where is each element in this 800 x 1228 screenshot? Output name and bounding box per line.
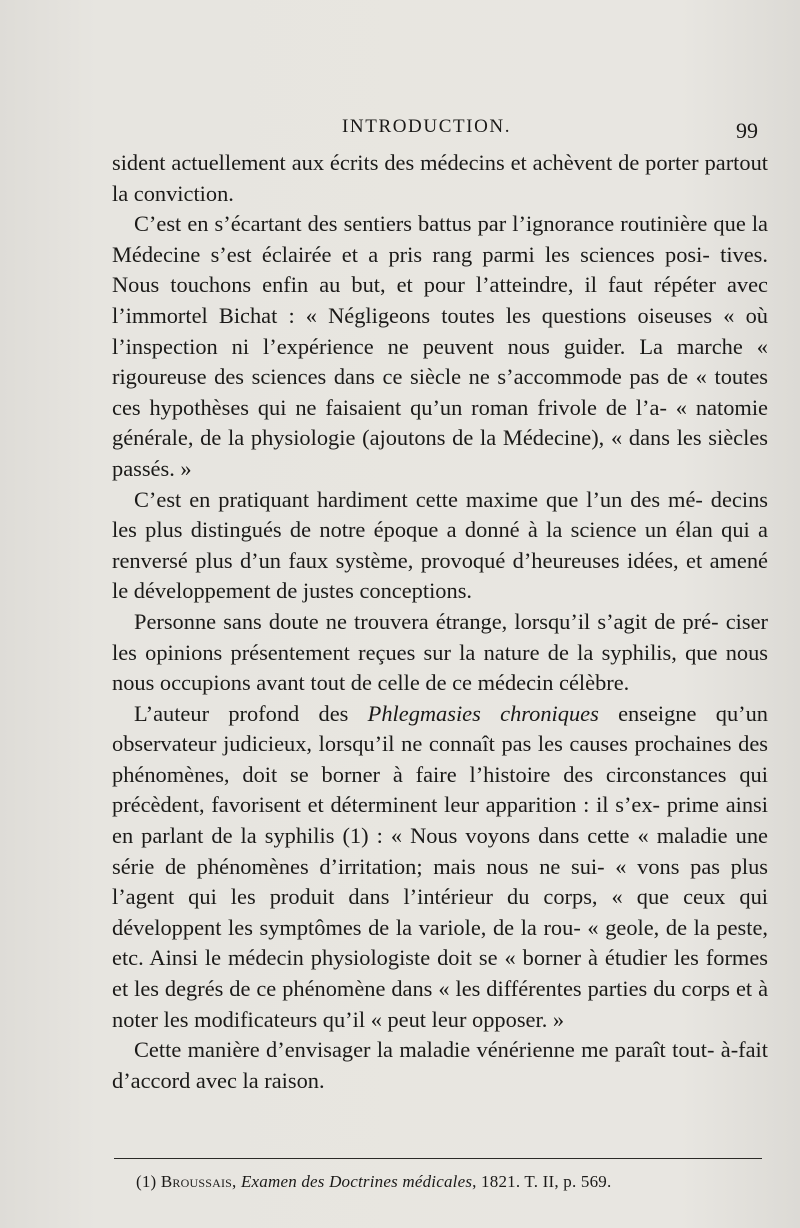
text-line: prime ainsi en parlant de la syphilis (1) : « Nous voyons dans cette [112,792,768,849]
paragraph [112,209,768,484]
text-line: C’est en s’écartant des sentiers battus par l’ignorance routinière [134,211,708,237]
text-line: « les différentes parties du corps et à noter les modificateurs qu’il [112,976,769,1032]
footnote-separator: , [232,1172,241,1191]
text-line: « où l’inspection ni l’expérience ne peuvent nous guider. La marche [112,302,768,359]
text-line: ciser les opinions présentement reçues sur la nature de la syphilis, [112,608,768,665]
text-line: qui précèdent, favorisent et déterminent leur apparition : il s’ex- [112,761,768,818]
body-text [112,148,768,1096]
text-line: « rigoureuse des sciences dans ce siècle ne s’accommode pas de [112,333,768,390]
text-line: « natomie générale, de la physiologie (ajoutons de la Médecine), [112,394,768,451]
footnote-marker: (1) [136,1172,161,1191]
text-line: observateur judicieux, lorsqu’il ne connaît pas les causes prochaines [112,731,732,757]
footnote-reference: , 1821. T. II, p. 569. [472,1172,612,1191]
text-line: idées, et amené le développement de justes conceptions. [112,547,768,604]
text-line: « toutes ces hypothèses qui ne faisaient qu’un roman frivole de l’a- [112,364,768,420]
paragraph [112,148,768,209]
text-run: enseigne qu’un [598,700,768,726]
text-line: des phénomènes, doit se borner à faire l’histoire des circonstances [112,731,768,787]
running-title: INTRODUCTION. [342,116,512,137]
text-line: que la Médecine s’est éclairée et a pris rang parmi les sciences posi- [112,211,768,267]
footnote-title: Examen des Doctrines médicales [240,1172,473,1191]
text-line: élan qui a renversé plus d’un faux système, provoqué d’heureuses [112,517,768,573]
text-line: « peut leur opposer. » [370,1006,565,1032]
footnote [136,1172,776,1192]
footnote-author: Broussais [160,1172,233,1191]
text-run: L’auteur profond des [134,700,368,726]
text-line: tives. Nous touchons enfin au but, et pour l’atteindre, il faut répéter [112,241,768,298]
paragraph [112,485,768,607]
italic-book-title: Phlegmasies chroniques [367,700,599,726]
footnote-rule [114,1158,762,1159]
text-line: C’est en pratiquant hardiment cette maxime que l’un des mé- [134,486,703,512]
text-line: « dans les siècles passés. » [112,425,768,481]
text-line: « borner à étudier les formes et les degrés de ce phénomène dans [112,945,768,1002]
page-header [0,116,800,146]
text-line: Cette manière d’envisager la maladie vénérienne me paraît tout- [134,1037,715,1063]
page-number: 99 [736,118,758,143]
text-line: « geole, de la peste, etc. Ainsi le médecin physiologiste doit se [112,914,768,971]
paragraph [112,607,768,699]
text-line: partout la conviction. [112,150,768,206]
text-line: « maladie une série de phénomènes d’irritation; mais nous ne sui- [112,823,768,879]
paragraph [112,1035,768,1096]
text-line: à-fait d’accord avec la raison. [112,1037,768,1093]
text-line: célèbre. [559,670,630,696]
text-line: « que ceux qui développent les symptômes de la variole, de la rou- [112,884,769,940]
text-line: avec l’immortel Bichat : « Négligeons toutes les questions oiseuses [112,272,768,328]
paragraph [112,699,768,1036]
text-line: sident actuellement aux écrits des médecins et achèvent de porter [112,150,699,175]
text-line: decins les plus distingués de notre époque a donné à la science un [112,486,768,543]
text-line: que nous nous occupions avant tout de celle de ce médecin [112,639,768,696]
text-line: « vons pas plus l’agent qui les produit dans l’intérieur du corps, [112,853,768,910]
text-line: Personne sans doute ne trouvera étrange, lorsqu’il s’agit de pré- [134,608,719,634]
